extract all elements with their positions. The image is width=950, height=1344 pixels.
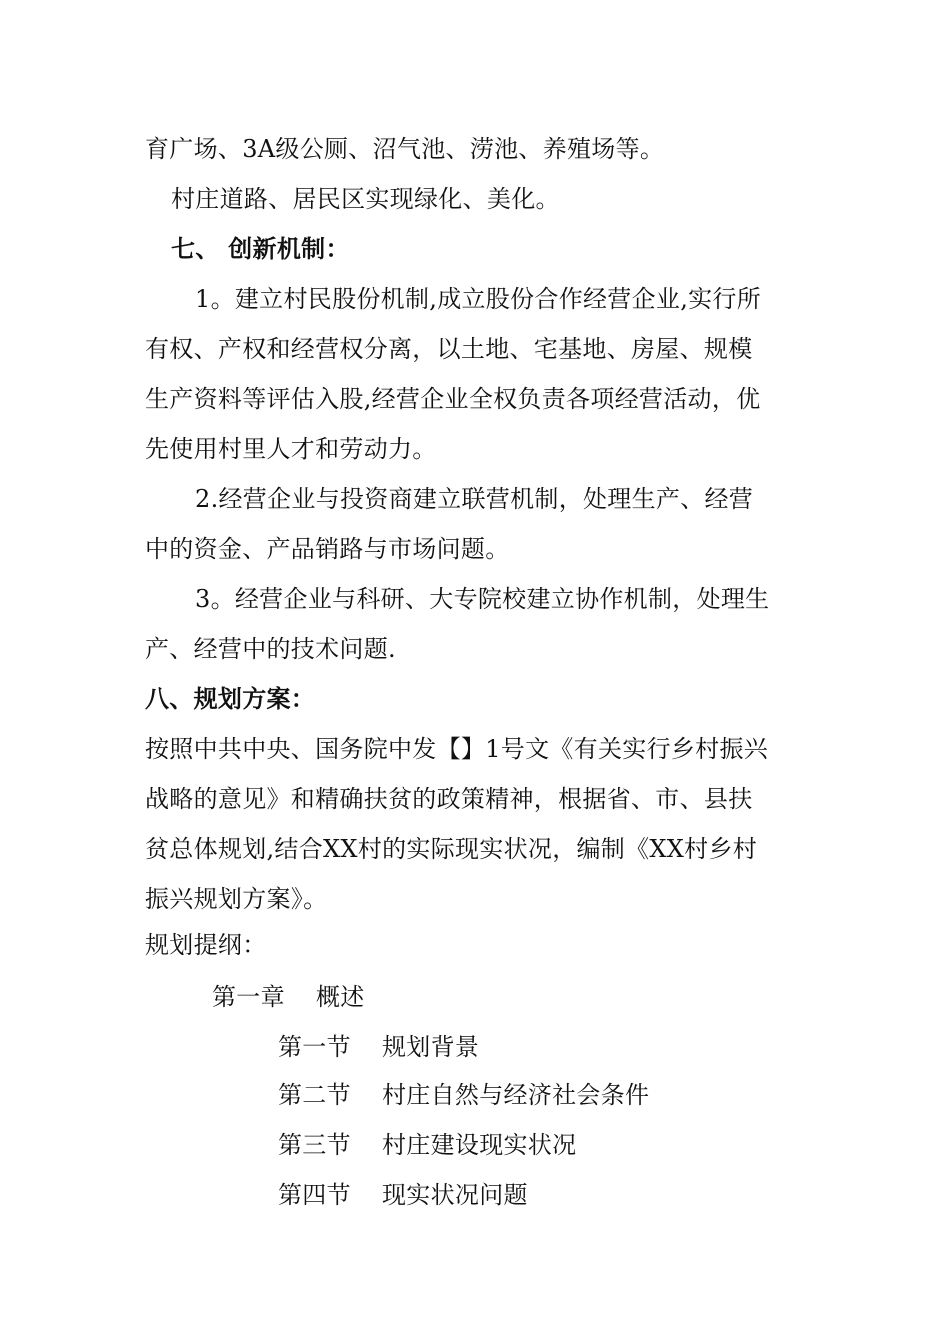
body-text-line: 3。经营企业与科研、大专院校建立协作机制，处理生 xyxy=(195,585,770,613)
body-text-line: 贫总体规划,结合XX村的实际现实状况，编制《XX村乡村 xyxy=(145,835,758,863)
toc-section xyxy=(278,1080,778,1110)
section-heading-7: 七、 创新机制： xyxy=(171,235,350,263)
body-text-line: 村庄道路、居民区实现绿化、美化。 xyxy=(171,185,560,213)
toc-section xyxy=(278,1180,778,1210)
toc-section xyxy=(278,1130,778,1160)
body-text-line: 育广场、3A级公厕、沼气池、涝池、养殖场等。 xyxy=(145,135,665,163)
body-text-line: 先使用村里人才和劳动力。 xyxy=(145,435,437,463)
body-text-line: 2.经营企业与投资商建立联营机制，处理生产、经营 xyxy=(195,485,754,513)
outline-label: 规划提纲： xyxy=(145,931,267,959)
body-text-line: 产、经营中的技术问题. xyxy=(145,635,396,663)
body-text-line: 有权、产权和经营权分离，以土地、宅基地、房屋、规模 xyxy=(145,335,753,363)
body-text-line: 生产资料等评估入股,经营企业全权负责各项经营活动，优 xyxy=(145,385,761,413)
body-text-line: 1。建立村民股份机制,成立股份合作经营企业,实行所 xyxy=(195,285,762,313)
body-text-line: 中的资金、产品销路与市场问题。 xyxy=(145,535,510,563)
toc-chapter xyxy=(212,982,612,1012)
toc-section-title: 现实状况问题 xyxy=(382,1181,528,1209)
toc-section-number: 第一节 xyxy=(278,1033,351,1061)
toc-section-title: 规划背景 xyxy=(382,1033,480,1061)
body-text-line: 振兴规划方案》。 xyxy=(145,885,328,913)
toc-section-title: 村庄自然与经济社会条件 xyxy=(382,1081,650,1109)
toc-section-number: 第三节 xyxy=(278,1131,351,1159)
toc-chapter-title: 概述 xyxy=(316,983,365,1011)
toc-section xyxy=(278,1032,778,1062)
toc-section-number: 第二节 xyxy=(278,1081,351,1109)
section-heading-8: 八、规划方案： xyxy=(145,685,316,713)
body-text-line: 战略的意见》和精确扶贫的政策精神，根据省、市、县扶 xyxy=(145,785,753,813)
toc-section-number: 第四节 xyxy=(278,1181,351,1209)
toc-section-title: 村庄建设现实状况 xyxy=(382,1131,577,1159)
body-text-line: 按照中共中央、国务院中发【】1号文《有关实行乡村振兴 xyxy=(145,735,769,763)
toc-chapter-number: 第一章 xyxy=(212,983,285,1011)
